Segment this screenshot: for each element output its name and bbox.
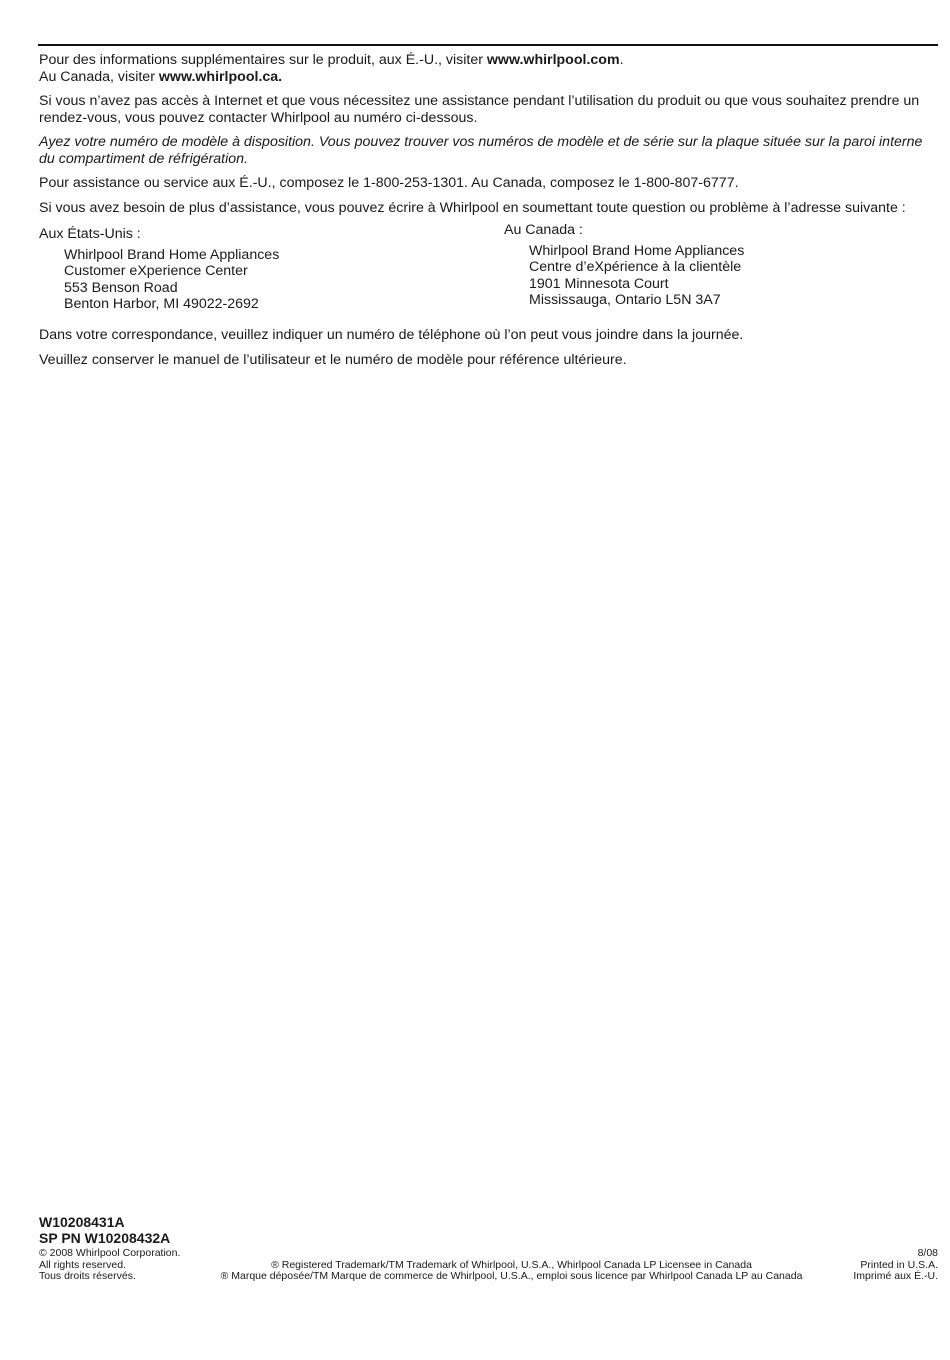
- correspondence-paragraph: Dans votre correspondance, veuillez indiquer un numéro de téléphone où l’on peut vous joindre dans la journée.: [39, 327, 744, 343]
- write-paragraph: Si vous avez besoin de plus d’assistance, vous pouvez écrire à Whirlpool en soumettant toute question ou problème à l’adresse suivante :: [39, 199, 906, 216]
- trademark-block: [194, 1248, 829, 1283]
- footer-fine-print: [39, 1248, 938, 1288]
- imprime-in: Imprimé aux É.-U.: [853, 1270, 938, 1282]
- canada-website-link[interactable]: www.whirlpool.ca.: [158, 68, 283, 85]
- print-date: 8/08: [917, 1247, 938, 1259]
- footer: [39, 1214, 938, 1288]
- canada-address-label: Au Canada :: [504, 222, 583, 238]
- canada-address-line: 1901 Minnesota Court: [529, 275, 669, 292]
- copyright-line: © 2008 Whirlpool Corporation.: [39, 1247, 181, 1259]
- canada-address: [504, 222, 924, 309]
- us-address-line: Benton Harbor, MI 49022-2692: [64, 296, 259, 312]
- copyright-line: Tous droits réservés.: [39, 1270, 136, 1282]
- model-number-paragraph: Ayez votre numéro de modèle à disposition. Vous pouvez trouver vos numéros de modèle et de série sur la plaque située sur la paroi interne du compartiment de réfrigération.: [39, 134, 923, 167]
- part-number: W10208431A: [39, 1214, 125, 1230]
- addresses-block: [39, 224, 927, 322]
- trademark-line: ® Registered Trademark/TM Trademark of Whirlpool, U.S.A., Whirlpool Canada LP Licensee in Canada: [271, 1258, 752, 1271]
- us-address-label: Aux États-Unis :: [39, 226, 141, 242]
- contact-section: [39, 52, 927, 376]
- phone-paragraph: Pour assistance ou service aux É.-U., composez le 1-800-253-1301. Au Canada, composez le 1-800-807-6777.: [39, 175, 739, 191]
- keep-manual-paragraph: Veuillez conserver le manuel de l’utilisateur et le numéro de modèle pour référence ultérieure.: [39, 351, 627, 368]
- printed-in: Printed in U.S.A.: [860, 1258, 938, 1271]
- website-period: .: [619, 52, 624, 68]
- canada-website-intro: Au Canada, visiter: [39, 68, 159, 85]
- website-intro-text: Pour des informations supplémentaires sur le produit, aux É.-U., visiter: [39, 52, 487, 68]
- trademark-line: ® Marque déposée/TM Marque de commerce de Whirlpool, U.S.A., emploi sous licence par Whirlpool Canada LP au Canada: [220, 1270, 803, 1282]
- canada-address-line: Centre d’eXpérience à la clientèle: [529, 259, 742, 275]
- us-address-line: Customer eXperience Center: [64, 263, 248, 279]
- print-info-block: [853, 1248, 938, 1283]
- sp-part-number: SP PN W10208432A: [39, 1230, 171, 1246]
- website-paragraph: [39, 52, 927, 85]
- copyright-line: All rights reserved.: [39, 1258, 126, 1271]
- no-internet-paragraph: Si vous n’avez pas accès à Internet et que vous nécessitez une assistance pendant l’utilisation du produit ou que vous souhaitez prendre un rendez-vous, vous pouvez contacter Whirlpool au numéro ci-dessous.: [39, 93, 920, 126]
- copyright-block: [39, 1248, 180, 1283]
- spacer: [194, 1248, 829, 1260]
- us-address-line: Whirlpool Brand Home Appliances: [64, 246, 280, 263]
- top-rule: [38, 44, 938, 46]
- us-address: [39, 226, 459, 313]
- canada-address-line: Mississauga, Ontario L5N 3A7: [529, 292, 721, 308]
- canada-address-line: Whirlpool Brand Home Appliances: [529, 242, 745, 259]
- us-website-link[interactable]: www.whirlpool.com: [486, 52, 620, 68]
- us-address-line: 553 Benson Road: [64, 279, 178, 296]
